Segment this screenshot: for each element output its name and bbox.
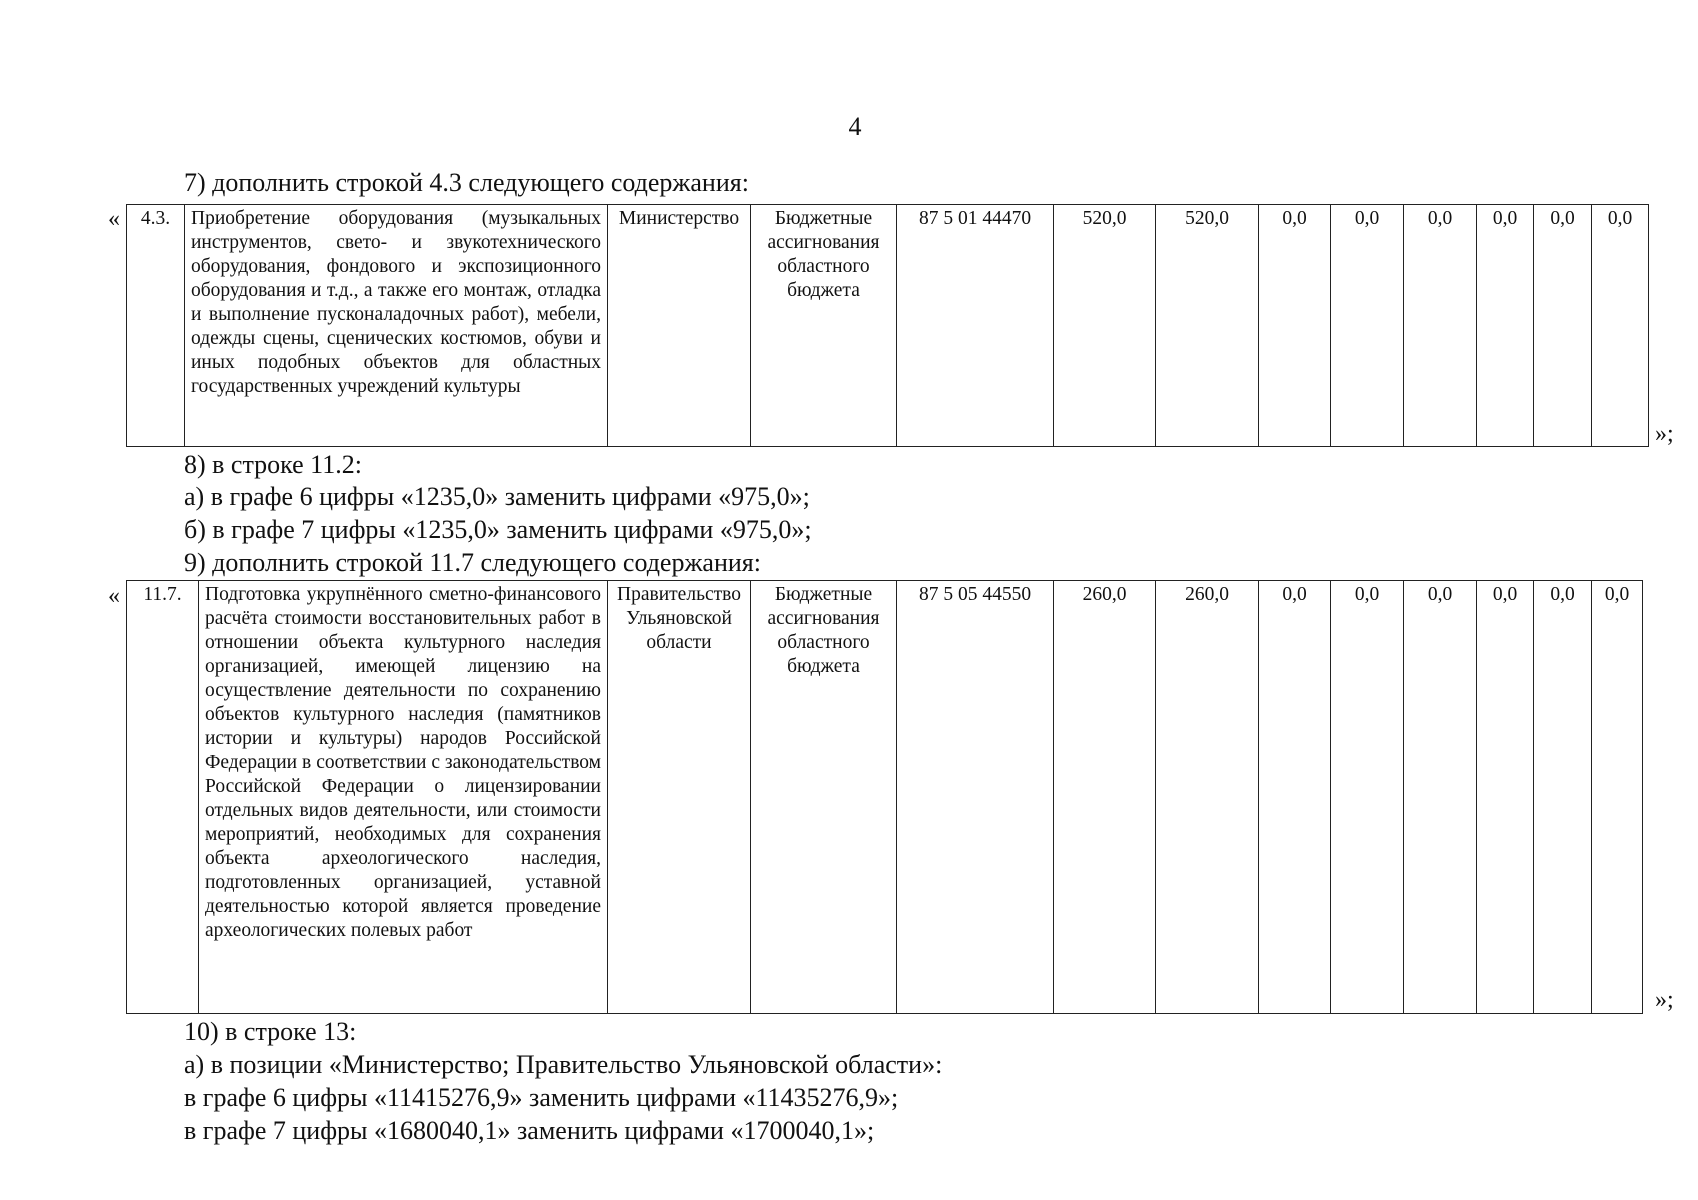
row-year-5: 0,0 [1477,205,1534,447]
row-description: Подготовка укрупнённого сметно-финансового расчёта стоимости восстановительных работ в отношении объекта культурного наследия организацией, имеющей лицензию на осуществление деятельности по сохранению объектов культурного наследия (памятников истории и культуры) народов Российской Федерации в соответствии с законодательством Российской Федерации о лицензировании отдельных видов деятельности, или стоимости мероприятий, необходимых для сохранения объекта археологического наследия, подготовленных организацией, уставной деятельностью которой является проведение археологических полевых работ [199,581,608,1014]
row-funding-source: Бюджетные ассигнования областного бюджета [751,581,897,1014]
row-description: Приобретение оборудования (музыкальных инструментов, свето- и звукотехнического оборудования, фондового и экспозиционного оборудования и т.д., а также его монтаж, отладка и выполнение пусконаладочных работ), мебели, одежды сцены, сценических костюмов, обуви и иных подобных объектов для областных государственных учреждений культуры [185,205,608,447]
row-year-6: 0,0 [1534,205,1592,447]
table-row [127,581,1643,1014]
row-total: 260,0 [1054,581,1156,1014]
table-row [127,205,1649,447]
row-funding-source: Бюджетные ассигнования областного бюджета [751,205,897,447]
item-10a-text: а) в позиции «Министерство; Правительство Ульяновской области»: [184,1050,943,1079]
row-year-7: 0,0 [1592,581,1643,1014]
row-executor: Правительство Ульяновской области [608,581,751,1014]
row-year-6: 0,0 [1534,581,1592,1014]
row-budget-code: 87 5 05 44550 [897,581,1054,1014]
row-executor: Министерство [608,205,751,447]
row-year-4: 0,0 [1404,205,1477,447]
row-year-2: 0,0 [1259,205,1331,447]
row-total: 520,0 [1054,205,1156,447]
row-number: 4.3. [127,205,185,447]
row-year-2: 0,0 [1259,581,1331,1014]
item-8b-text: б) в графе 7 цифры «1235,0» заменить цифрами «975,0»; [184,515,812,544]
close-quote-1: »; [1655,421,1674,447]
row-year-4: 0,0 [1404,581,1477,1014]
item-10a1-text: в графе 6 цифры «11415276,9» заменить цифрами «11435276,9»; [184,1083,899,1112]
item-8a-text: а) в графе 6 цифры «1235,0» заменить цифрами «975,0»; [184,482,810,511]
row-year-3: 0,0 [1331,205,1404,447]
open-quote-2: « [108,583,120,609]
row-number: 11.7. [127,581,199,1014]
item-7-text: 7) дополнить строкой 4.3 следующего содержания: [184,168,749,197]
row-year-1: 260,0 [1156,581,1259,1014]
row-year-5: 0,0 [1477,581,1534,1014]
close-quote-2: »; [1655,987,1674,1013]
page-number: 4 [848,112,862,141]
row-year-1: 520,0 [1156,205,1259,447]
row-year-3: 0,0 [1331,581,1404,1014]
item-10-text: 10) в строке 13: [184,1017,357,1046]
row-year-7: 0,0 [1592,205,1649,447]
row-11-7-table [126,580,1643,1014]
open-quote-1: « [108,206,120,232]
row-budget-code: 87 5 01 44470 [897,205,1054,447]
item-9-text: 9) дополнить строкой 11.7 следующего содержания: [184,548,761,577]
item-8-text: 8) в строке 11.2: [184,450,362,479]
item-10a2-text: в графе 7 цифры «1680040,1» заменить цифрами «1700040,1»; [184,1116,875,1145]
row-4-3-table [126,204,1649,447]
